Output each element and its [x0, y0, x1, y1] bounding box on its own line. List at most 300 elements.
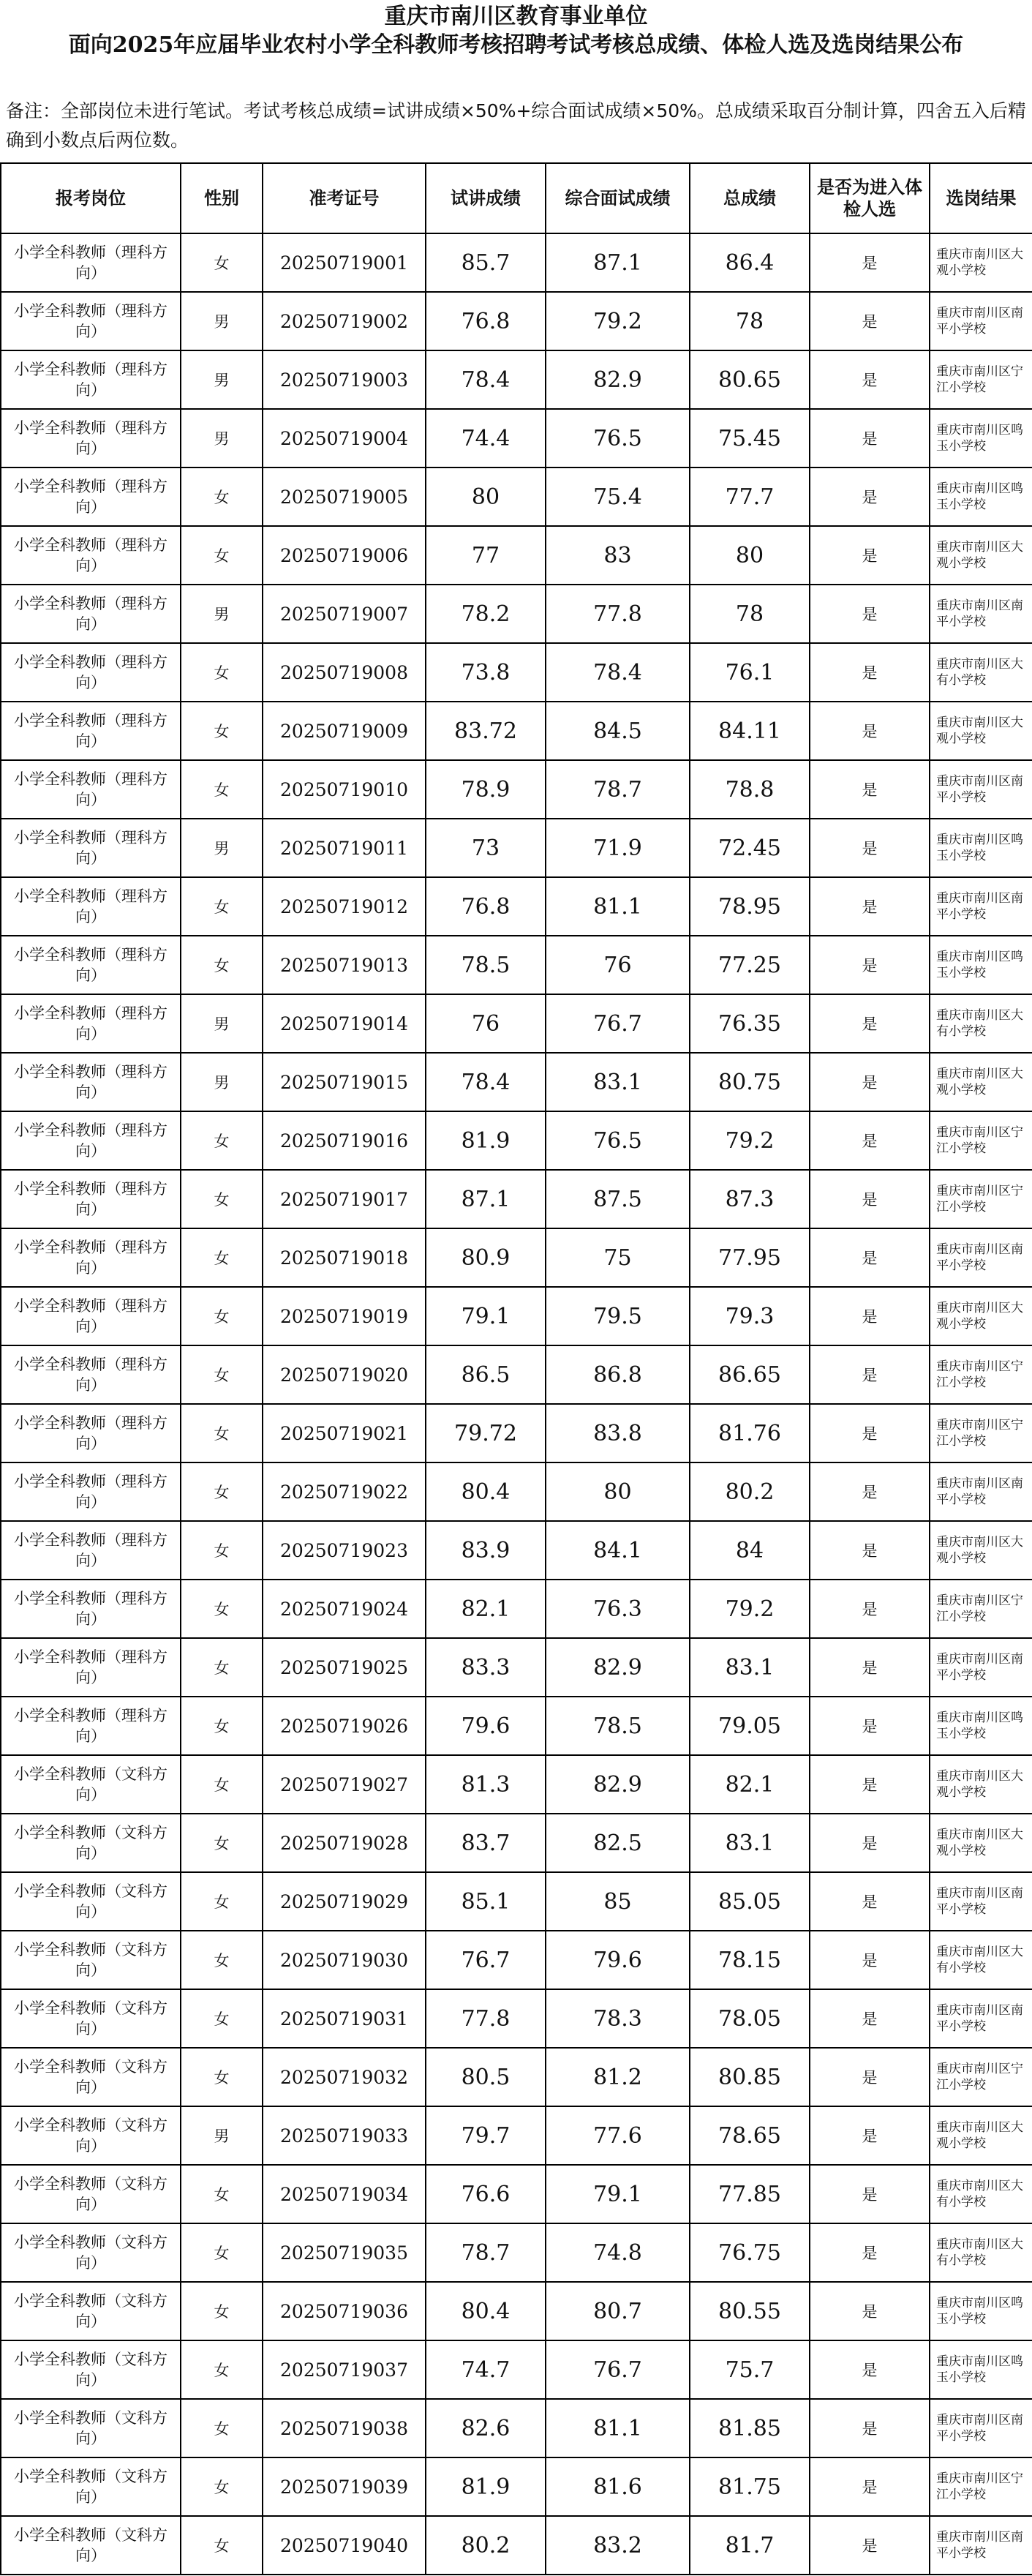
cell-selection-result: 重庆市南川区南平小学校	[930, 1989, 1032, 2048]
cell-post: 小学全科教师（文科方向）	[1, 1755, 181, 1814]
table-row	[1, 585, 1032, 643]
cell-post: 小学全科教师（文科方向）	[1, 2516, 181, 2575]
cell-selection-result: 重庆市南川区南平小学校	[930, 760, 1032, 819]
cell-gender: 女	[181, 2399, 263, 2457]
table-row	[1, 1638, 1032, 1697]
cell-exam-id: 20250719005	[263, 467, 426, 526]
cell-total-score: 81.76	[690, 1404, 810, 1462]
cell-selection-result: 重庆市南川区南平小学校	[930, 292, 1032, 350]
table-row	[1, 1053, 1032, 1111]
cell-exam-id: 20250719013	[263, 936, 426, 994]
table-header-row	[1, 163, 1032, 233]
cell-total-score: 76.75	[690, 2223, 810, 2282]
cell-total-score: 78	[690, 292, 810, 350]
title-line-2: 面向2025年应届毕业农村小学全科教师考核招聘考试考核总成绩、体检人选及选岗结果公布	[68, 32, 964, 58]
cell-lecture-score: 83.7	[426, 1814, 546, 1872]
cell-selection-result: 重庆市南川区南平小学校	[930, 1872, 1032, 1931]
cell-interview-score: 74.8	[546, 2223, 690, 2282]
cell-post: 小学全科教师（理科方向）	[1, 350, 181, 409]
cell-gender: 女	[181, 877, 263, 936]
cell-exam-id: 20250719038	[263, 2399, 426, 2457]
cell-selection-result: 重庆市南川区南平小学校	[930, 1228, 1032, 1287]
cell-gender: 女	[181, 1287, 263, 1345]
cell-post: 小学全科教师（理科方向）	[1, 1697, 181, 1755]
cell-lecture-score: 78.4	[426, 1053, 546, 1111]
table-row	[1, 467, 1032, 526]
cell-interview-score: 75	[546, 1228, 690, 1287]
cell-post: 小学全科教师（理科方向）	[1, 1228, 181, 1287]
cell-exam-id: 20250719033	[263, 2106, 426, 2165]
cell-exam-id: 20250719026	[263, 1697, 426, 1755]
cell-total-score: 77.95	[690, 1228, 810, 1287]
cell-interview-score: 76	[546, 936, 690, 994]
cell-post: 小学全科教师（理科方向）	[1, 702, 181, 760]
cell-interview-score: 79.2	[546, 292, 690, 350]
table-row	[1, 2457, 1032, 2516]
cell-post: 小学全科教师（理科方向）	[1, 1111, 181, 1170]
cell-physical-exam: 是	[810, 1111, 930, 1170]
cell-total-score: 84	[690, 1521, 810, 1580]
cell-lecture-score: 81.9	[426, 2457, 546, 2516]
table-row	[1, 1228, 1032, 1287]
cell-exam-id: 20250719002	[263, 292, 426, 350]
cell-exam-id: 20250719015	[263, 1053, 426, 1111]
cell-physical-exam: 是	[810, 1287, 930, 1345]
table-row	[1, 2223, 1032, 2282]
cell-exam-id: 20250719014	[263, 994, 426, 1053]
cell-lecture-score: 76	[426, 994, 546, 1053]
table-row	[1, 2048, 1032, 2106]
results-table-wrap	[0, 162, 1032, 2575]
cell-selection-result: 重庆市南川区鸣玉小学校	[930, 936, 1032, 994]
cell-gender: 女	[181, 1404, 263, 1462]
cell-selection-result: 重庆市南川区宁江小学校	[930, 350, 1032, 409]
cell-gender: 女	[181, 1521, 263, 1580]
cell-physical-exam: 是	[810, 994, 930, 1053]
cell-total-score: 81.75	[690, 2457, 810, 2516]
cell-gender: 女	[181, 1345, 263, 1404]
cell-post: 小学全科教师（文科方向）	[1, 2282, 181, 2340]
cell-post: 小学全科教师（理科方向）	[1, 994, 181, 1053]
cell-gender: 女	[181, 2282, 263, 2340]
header-interview-score: 综合面试成绩	[546, 163, 690, 233]
cell-physical-exam: 是	[810, 1638, 930, 1697]
cell-total-score: 78.8	[690, 760, 810, 819]
table-row	[1, 526, 1032, 585]
cell-exam-id: 20250719040	[263, 2516, 426, 2575]
cell-total-score: 80.75	[690, 1053, 810, 1111]
cell-post: 小学全科教师（理科方向）	[1, 233, 181, 292]
cell-total-score: 78.95	[690, 877, 810, 936]
cell-interview-score: 83	[546, 526, 690, 585]
cell-selection-result: 重庆市南川区大观小学校	[930, 1287, 1032, 1345]
cell-selection-result: 重庆市南川区鸣玉小学校	[930, 2282, 1032, 2340]
cell-total-score: 87.3	[690, 1170, 810, 1228]
cell-total-score: 79.3	[690, 1287, 810, 1345]
cell-gender: 女	[181, 1872, 263, 1931]
cell-total-score: 86.65	[690, 1345, 810, 1404]
cell-physical-exam: 是	[810, 2516, 930, 2575]
cell-interview-score: 82.9	[546, 1638, 690, 1697]
cell-total-score: 79.05	[690, 1697, 810, 1755]
table-row	[1, 760, 1032, 819]
cell-selection-result: 重庆市南川区宁江小学校	[930, 1345, 1032, 1404]
header-selection-result: 选岗结果	[930, 163, 1032, 233]
cell-physical-exam: 是	[810, 1462, 930, 1521]
cell-selection-result: 重庆市南川区鸣玉小学校	[930, 819, 1032, 877]
cell-gender: 女	[181, 1931, 263, 1989]
cell-exam-id: 20250719006	[263, 526, 426, 585]
cell-total-score: 78	[690, 585, 810, 643]
cell-selection-result: 重庆市南川区大有小学校	[930, 994, 1032, 1053]
cell-post: 小学全科教师（理科方向）	[1, 877, 181, 936]
cell-total-score: 80.65	[690, 350, 810, 409]
cell-physical-exam: 是	[810, 1580, 930, 1638]
table-row	[1, 292, 1032, 350]
cell-gender: 男	[181, 585, 263, 643]
cell-physical-exam: 是	[810, 2165, 930, 2223]
cell-physical-exam: 是	[810, 702, 930, 760]
cell-exam-id: 20250719024	[263, 1580, 426, 1638]
header-post: 报考岗位	[1, 163, 181, 233]
cell-interview-score: 76.5	[546, 1111, 690, 1170]
table-row	[1, 409, 1032, 467]
cell-interview-score: 84.1	[546, 1521, 690, 1580]
cell-physical-exam: 是	[810, 292, 930, 350]
cell-gender: 男	[181, 994, 263, 1053]
cell-post: 小学全科教师（文科方向）	[1, 2106, 181, 2165]
table-row	[1, 1814, 1032, 1872]
cell-lecture-score: 81.9	[426, 1111, 546, 1170]
cell-physical-exam: 是	[810, 936, 930, 994]
cell-post: 小学全科教师（理科方向）	[1, 760, 181, 819]
cell-physical-exam: 是	[810, 409, 930, 467]
cell-post: 小学全科教师（理科方向）	[1, 467, 181, 526]
cell-selection-result: 重庆市南川区南平小学校	[930, 2399, 1032, 2457]
cell-interview-score: 82.9	[546, 350, 690, 409]
cell-gender: 女	[181, 1170, 263, 1228]
cell-post: 小学全科教师（文科方向）	[1, 2399, 181, 2457]
cell-physical-exam: 是	[810, 585, 930, 643]
cell-post: 小学全科教师（理科方向）	[1, 409, 181, 467]
cell-selection-result: 重庆市南川区大观小学校	[930, 1755, 1032, 1814]
cell-interview-score: 81.1	[546, 877, 690, 936]
cell-selection-result: 重庆市南川区大有小学校	[930, 1931, 1032, 1989]
cell-lecture-score: 83.72	[426, 702, 546, 760]
cell-interview-score: 80	[546, 1462, 690, 1521]
cell-gender: 女	[181, 2048, 263, 2106]
cell-physical-exam: 是	[810, 526, 930, 585]
cell-post: 小学全科教师（文科方向）	[1, 1814, 181, 1872]
cell-post: 小学全科教师（文科方向）	[1, 2223, 181, 2282]
cell-post: 小学全科教师（理科方向）	[1, 1521, 181, 1580]
cell-exam-id: 20250719034	[263, 2165, 426, 2223]
table-row	[1, 2282, 1032, 2340]
cell-total-score: 81.85	[690, 2399, 810, 2457]
table-row	[1, 2340, 1032, 2399]
cell-total-score: 85.05	[690, 1872, 810, 1931]
cell-lecture-score: 79.72	[426, 1404, 546, 1462]
cell-post: 小学全科教师（文科方向）	[1, 2340, 181, 2399]
cell-interview-score: 71.9	[546, 819, 690, 877]
cell-physical-exam: 是	[810, 760, 930, 819]
cell-post: 小学全科教师（理科方向）	[1, 585, 181, 643]
cell-gender: 女	[181, 936, 263, 994]
cell-post: 小学全科教师（理科方向）	[1, 1638, 181, 1697]
cell-selection-result: 重庆市南川区宁江小学校	[930, 1580, 1032, 1638]
cell-interview-score: 82.5	[546, 1814, 690, 1872]
cell-post: 小学全科教师（文科方向）	[1, 2048, 181, 2106]
cell-physical-exam: 是	[810, 350, 930, 409]
cell-physical-exam: 是	[810, 2282, 930, 2340]
cell-gender: 女	[181, 1989, 263, 2048]
table-row	[1, 1345, 1032, 1404]
cell-gender: 女	[181, 1580, 263, 1638]
cell-interview-score: 85	[546, 1872, 690, 1931]
cell-physical-exam: 是	[810, 643, 930, 702]
cell-physical-exam: 是	[810, 1228, 930, 1287]
cell-gender: 女	[181, 1755, 263, 1814]
cell-interview-score: 77.6	[546, 2106, 690, 2165]
cell-post: 小学全科教师（理科方向）	[1, 1053, 181, 1111]
cell-total-score: 83.1	[690, 1814, 810, 1872]
cell-exam-id: 20250719009	[263, 702, 426, 760]
cell-exam-id: 20250719029	[263, 1872, 426, 1931]
cell-exam-id: 20250719001	[263, 233, 426, 292]
cell-total-score: 76.35	[690, 994, 810, 1053]
table-row	[1, 1872, 1032, 1931]
cell-lecture-score: 86.5	[426, 1345, 546, 1404]
cell-interview-score: 76.7	[546, 994, 690, 1053]
cell-exam-id: 20250719017	[263, 1170, 426, 1228]
table-row	[1, 936, 1032, 994]
cell-lecture-score: 79.6	[426, 1697, 546, 1755]
cell-physical-exam: 是	[810, 2457, 930, 2516]
cell-selection-result: 重庆市南川区南平小学校	[930, 1638, 1032, 1697]
cell-exam-id: 20250719025	[263, 1638, 426, 1697]
cell-selection-result: 重庆市南川区大观小学校	[930, 233, 1032, 292]
cell-selection-result: 重庆市南川区鸣玉小学校	[930, 2340, 1032, 2399]
cell-total-score: 80.2	[690, 1462, 810, 1521]
cell-physical-exam: 是	[810, 819, 930, 877]
cell-selection-result: 重庆市南川区宁江小学校	[930, 1111, 1032, 1170]
cell-exam-id: 20250719012	[263, 877, 426, 936]
table-row	[1, 350, 1032, 409]
cell-gender: 女	[181, 760, 263, 819]
cell-physical-exam: 是	[810, 2223, 930, 2282]
cell-selection-result: 重庆市南川区南平小学校	[930, 2516, 1032, 2575]
cell-interview-score: 78.5	[546, 1697, 690, 1755]
table-row	[1, 1404, 1032, 1462]
cell-interview-score: 86.8	[546, 1345, 690, 1404]
cell-gender: 男	[181, 1053, 263, 1111]
cell-selection-result: 重庆市南川区宁江小学校	[930, 2457, 1032, 2516]
cell-interview-score: 83.2	[546, 2516, 690, 2575]
cell-lecture-score: 74.4	[426, 409, 546, 467]
cell-exam-id: 20250719032	[263, 2048, 426, 2106]
table-row	[1, 2106, 1032, 2165]
cell-gender: 女	[181, 2516, 263, 2575]
table-row	[1, 2399, 1032, 2457]
cell-gender: 女	[181, 467, 263, 526]
cell-post: 小学全科教师（文科方向）	[1, 1989, 181, 2048]
cell-lecture-score: 80.5	[426, 2048, 546, 2106]
cell-total-score: 78.65	[690, 2106, 810, 2165]
cell-physical-exam: 是	[810, 1404, 930, 1462]
cell-physical-exam: 是	[810, 1053, 930, 1111]
cell-lecture-score: 80.4	[426, 1462, 546, 1521]
cell-interview-score: 87.1	[546, 233, 690, 292]
table-row	[1, 1287, 1032, 1345]
cell-total-score: 81.7	[690, 2516, 810, 2575]
cell-lecture-score: 80.9	[426, 1228, 546, 1287]
cell-total-score: 84.11	[690, 702, 810, 760]
cell-gender: 男	[181, 819, 263, 877]
cell-total-score: 82.1	[690, 1755, 810, 1814]
table-row	[1, 1931, 1032, 1989]
cell-interview-score: 81.6	[546, 2457, 690, 2516]
cell-interview-score: 76.5	[546, 409, 690, 467]
cell-lecture-score: 77	[426, 526, 546, 585]
cell-physical-exam: 是	[810, 1345, 930, 1404]
cell-interview-score: 79.5	[546, 1287, 690, 1345]
cell-total-score: 86.4	[690, 233, 810, 292]
cell-interview-score: 78.3	[546, 1989, 690, 2048]
cell-total-score: 80	[690, 526, 810, 585]
cell-lecture-score: 80.2	[426, 2516, 546, 2575]
cell-gender: 女	[181, 1697, 263, 1755]
table-row	[1, 702, 1032, 760]
cell-interview-score: 81.1	[546, 2399, 690, 2457]
cell-lecture-score: 85.1	[426, 1872, 546, 1931]
cell-selection-result: 重庆市南川区宁江小学校	[930, 1170, 1032, 1228]
cell-lecture-score: 82.6	[426, 2399, 546, 2457]
cell-post: 小学全科教师（理科方向）	[1, 1462, 181, 1521]
cell-selection-result: 重庆市南川区大观小学校	[930, 1521, 1032, 1580]
cell-post: 小学全科教师（理科方向）	[1, 936, 181, 994]
cell-gender: 女	[181, 1111, 263, 1170]
cell-physical-exam: 是	[810, 1170, 930, 1228]
cell-physical-exam: 是	[810, 2399, 930, 2457]
table-row	[1, 1989, 1032, 2048]
table-row	[1, 1111, 1032, 1170]
cell-gender: 女	[181, 2340, 263, 2399]
cell-selection-result: 重庆市南川区大观小学校	[930, 1053, 1032, 1111]
cell-selection-result: 重庆市南川区大有小学校	[930, 2165, 1032, 2223]
cell-post: 小学全科教师（理科方向）	[1, 1170, 181, 1228]
cell-total-score: 80.55	[690, 2282, 810, 2340]
cell-total-score: 77.25	[690, 936, 810, 994]
cell-selection-result: 重庆市南川区鸣玉小学校	[930, 409, 1032, 467]
cell-gender: 男	[181, 2106, 263, 2165]
cell-interview-score: 81.2	[546, 2048, 690, 2106]
cell-selection-result: 重庆市南川区大观小学校	[930, 2106, 1032, 2165]
cell-physical-exam: 是	[810, 467, 930, 526]
cell-interview-score: 79.6	[546, 1931, 690, 1989]
cell-physical-exam: 是	[810, 1755, 930, 1814]
cell-post: 小学全科教师（理科方向）	[1, 1287, 181, 1345]
cell-gender: 女	[181, 643, 263, 702]
cell-gender: 女	[181, 1462, 263, 1521]
table-row	[1, 233, 1032, 292]
cell-exam-id: 20250719019	[263, 1287, 426, 1345]
cell-physical-exam: 是	[810, 2340, 930, 2399]
table-row	[1, 819, 1032, 877]
cell-lecture-score: 77.8	[426, 1989, 546, 2048]
cell-gender: 女	[181, 2223, 263, 2282]
cell-physical-exam: 是	[810, 233, 930, 292]
cell-exam-id: 20250719018	[263, 1228, 426, 1287]
table-row	[1, 643, 1032, 702]
cell-selection-result: 重庆市南川区鸣玉小学校	[930, 1697, 1032, 1755]
cell-gender: 男	[181, 350, 263, 409]
cell-post: 小学全科教师（文科方向）	[1, 1931, 181, 1989]
cell-physical-exam: 是	[810, 1989, 930, 2048]
table-row	[1, 1521, 1032, 1580]
table-row	[1, 1170, 1032, 1228]
cell-gender: 女	[181, 1814, 263, 1872]
cell-post: 小学全科教师（理科方向）	[1, 819, 181, 877]
cell-exam-id: 20250719022	[263, 1462, 426, 1521]
cell-physical-exam: 是	[810, 1814, 930, 1872]
cell-lecture-score: 76.8	[426, 877, 546, 936]
cell-selection-result: 重庆市南川区宁江小学校	[930, 1404, 1032, 1462]
cell-lecture-score: 80.4	[426, 2282, 546, 2340]
cell-total-score: 72.45	[690, 819, 810, 877]
cell-total-score: 79.2	[690, 1111, 810, 1170]
title-line-1: 重庆市南川区教育事业单位	[384, 4, 648, 29]
cell-selection-result: 重庆市南川区宁江小学校	[930, 2048, 1032, 2106]
cell-interview-score: 82.9	[546, 1755, 690, 1814]
cell-total-score: 79.2	[690, 1580, 810, 1638]
cell-lecture-score: 79.1	[426, 1287, 546, 1345]
note-text: 备注：全部岗位未进行笔试。考试考核总成绩=试讲成绩×50%+综合面试成绩×50%。总成绩采取百分制计算，四舍五入后精确到小数点后两位数。	[6, 100, 1026, 151]
header-physical-exam: 是否为进入体检人选	[810, 163, 930, 233]
cell-lecture-score: 76.8	[426, 292, 546, 350]
cell-lecture-score: 78.5	[426, 936, 546, 994]
cell-interview-score: 77.8	[546, 585, 690, 643]
table-row	[1, 1755, 1032, 1814]
cell-total-score: 78.05	[690, 1989, 810, 2048]
table-row	[1, 2165, 1032, 2223]
cell-interview-score: 84.5	[546, 702, 690, 760]
cell-interview-score: 75.4	[546, 467, 690, 526]
cell-total-score: 75.45	[690, 409, 810, 467]
cell-interview-score: 83.8	[546, 1404, 690, 1462]
cell-selection-result: 重庆市南川区南平小学校	[930, 585, 1032, 643]
cell-interview-score: 76.3	[546, 1580, 690, 1638]
cell-gender: 女	[181, 2165, 263, 2223]
cell-interview-score: 76.7	[546, 2340, 690, 2399]
cell-interview-score: 78.7	[546, 760, 690, 819]
cell-interview-score: 80.7	[546, 2282, 690, 2340]
table-row	[1, 877, 1032, 936]
cell-lecture-score: 82.1	[426, 1580, 546, 1638]
cell-interview-score: 83.1	[546, 1053, 690, 1111]
cell-physical-exam: 是	[810, 1521, 930, 1580]
cell-selection-result: 重庆市南川区大有小学校	[930, 2223, 1032, 2282]
header-gender: 性别	[181, 163, 263, 233]
cell-post: 小学全科教师（理科方向）	[1, 526, 181, 585]
cell-exam-id: 20250719023	[263, 1521, 426, 1580]
cell-exam-id: 20250719007	[263, 585, 426, 643]
cell-physical-exam: 是	[810, 2048, 930, 2106]
cell-selection-result: 重庆市南川区大观小学校	[930, 702, 1032, 760]
table-row	[1, 1697, 1032, 1755]
cell-lecture-score: 81.3	[426, 1755, 546, 1814]
cell-gender: 女	[181, 702, 263, 760]
cell-lecture-score: 76.6	[426, 2165, 546, 2223]
